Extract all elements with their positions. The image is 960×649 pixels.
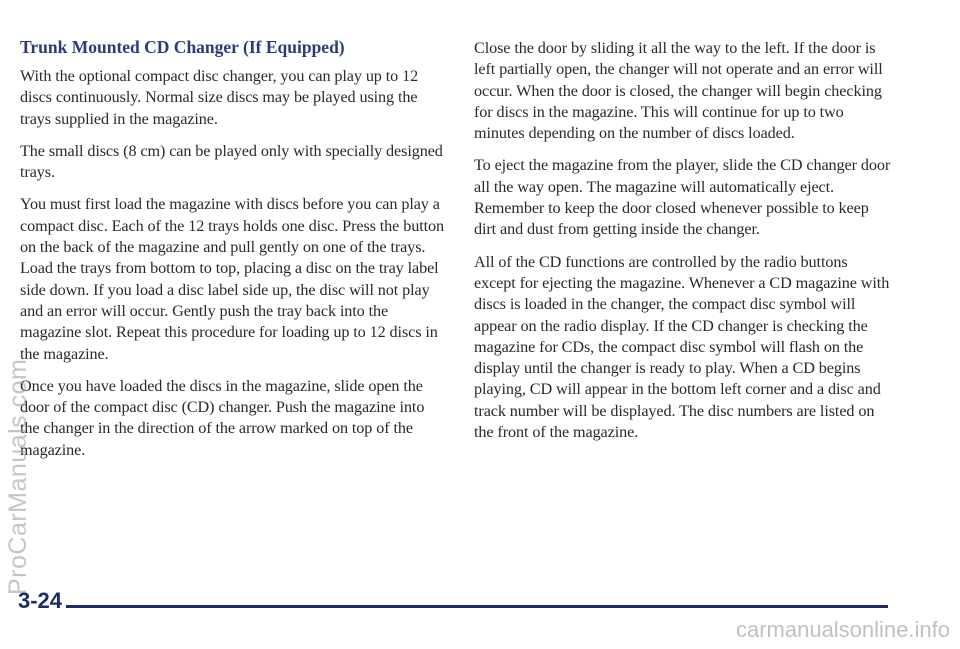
paragraph: Once you have loaded the discs in the magazine, slide open the door of the compact disc (CD) changer. Push the magazine into the changer in the direction of the arrow marked on top of the magazine. xyxy=(20,376,425,459)
page-number: 3-24 xyxy=(18,588,63,613)
paragraph: With the optional compact disc changer, you can play up to 12 discs continuously. Normal size discs may be played using the trays supplied in the magazine. xyxy=(20,67,419,128)
paragraph: You must first load the magazine with discs before you can play a compact disc. Each of the 12 trays holds one disc. Press the button on the back of the magazine and pull gently on one of the trays. Load the trays from bottom to top, placing a disc on the tray label side down. If you load a disc label side up, the disc will not play and an error will occur. Gently push the tray back into the magazine slot. Repeat this procedure for loading up to 12 discs in the magazine. xyxy=(20,195,444,363)
paragraph: The small discs (8 cm) can be played only with specially designed trays. xyxy=(20,141,443,182)
paragraph: All of the CD functions are controlled by the radio buttons except for ejecting the magazine. Whenever a CD magazine with discs is loaded in the changer, the compact disc symbol will appear on the radio display. If the CD changer is checking the magazine for CDs, the compact disc symbol will flash on the display until the changer is ready to play. When a CD begins playing, CD will appear in the bottom left corner and a disc and track number will be displayed. The disc numbers are listed on the front of the magazine. xyxy=(474,252,890,442)
section-heading: Trunk Mounted CD Changer (If Equipped) xyxy=(20,37,345,57)
paragraph: Close the door by sliding it all the way to the left. If the door is left partially open, the changer will not operate and an error will occur. When the door is closed, the changer will begin checking for discs in the magazine. This will continue for up to two minutes depending on the number of discs loaded. xyxy=(474,39,883,143)
right-column xyxy=(474,38,892,454)
footer-watermark: carmanualsonline.info xyxy=(735,617,950,642)
paragraph: To eject the magazine from the player, slide the CD changer door all the way open. The magazine will automatically eject. Remember to keep the door closed whenever possible to keep dirt and dust from getting inside the changer. xyxy=(474,156,891,239)
left-column xyxy=(20,36,445,472)
side-watermark: ProCarManuals.com xyxy=(4,358,32,595)
footer-rule xyxy=(66,605,888,608)
